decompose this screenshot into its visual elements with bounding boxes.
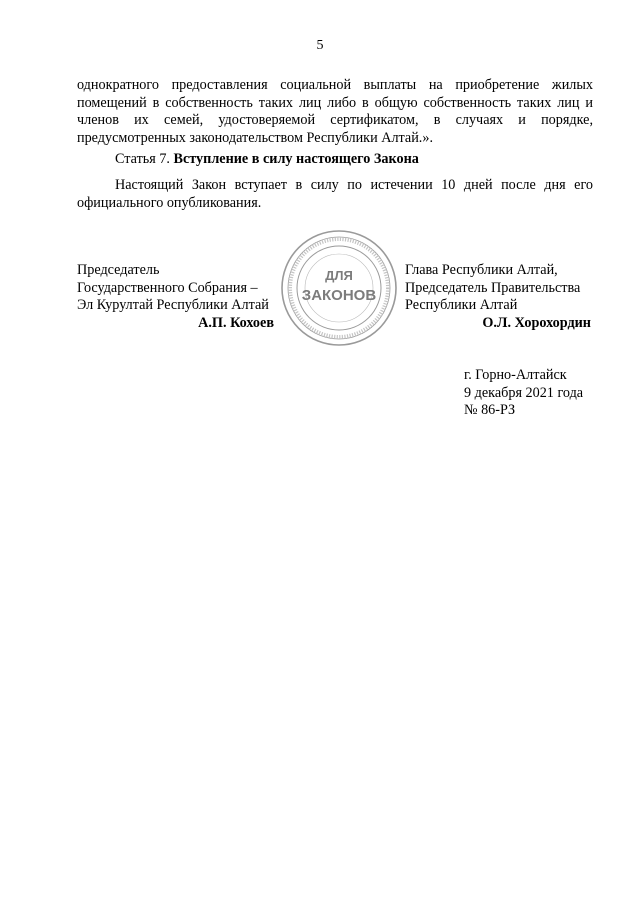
stamp-text-line-2: ЗАКОНОВ [301,287,377,304]
signature-right-title-3: Республики Алтай [405,297,518,314]
continuation-paragraph: однократного предоставления социальной выплаты на приобретение жилых помещений в собственность таких лиц либо в общую собственность таких лиц и членов их семей, удостоверяемой сертификатом, в случаях и порядке, предусмотренных законодательством Республики Алтай.». [77,77,593,146]
article-number: Статья 7. [115,151,170,167]
official-seal-stamp [279,228,399,348]
signature-left-title-2: Государственного Собрания – [77,279,258,296]
signature-right-name: О.Л. Хорохордин [482,314,591,331]
date: 9 декабря 2021 года [464,384,584,401]
article-heading [77,151,593,169]
city: г. Горно-Алтайск [464,367,567,383]
signature-left-name: А.П. Кохоев [198,314,274,331]
page-number: 5 [316,38,324,53]
signature-block-left [77,262,277,332]
signature-right-title-1: Глава Республики Алтай, [405,262,558,278]
place-date-block [464,367,583,420]
article-body [77,177,593,212]
law-text-paragraph [77,77,593,147]
signature-right-title-2: Председатель Правительства [405,279,581,296]
signature-left-title-3: Эл Курултай Республики Алтай [77,297,269,314]
article-body-text: Настоящий Закон вступает в силу по истечении 10 дней после дня его официального опубликования. [77,177,593,211]
signature-block-right [405,262,593,332]
stamp-text-line-1: ДЛЯ [325,268,353,283]
signature-left-title-1: Председатель [77,262,160,278]
article-title: Вступление в силу настоящего Закона [173,151,419,167]
law-number: № 86-РЗ [464,402,516,419]
